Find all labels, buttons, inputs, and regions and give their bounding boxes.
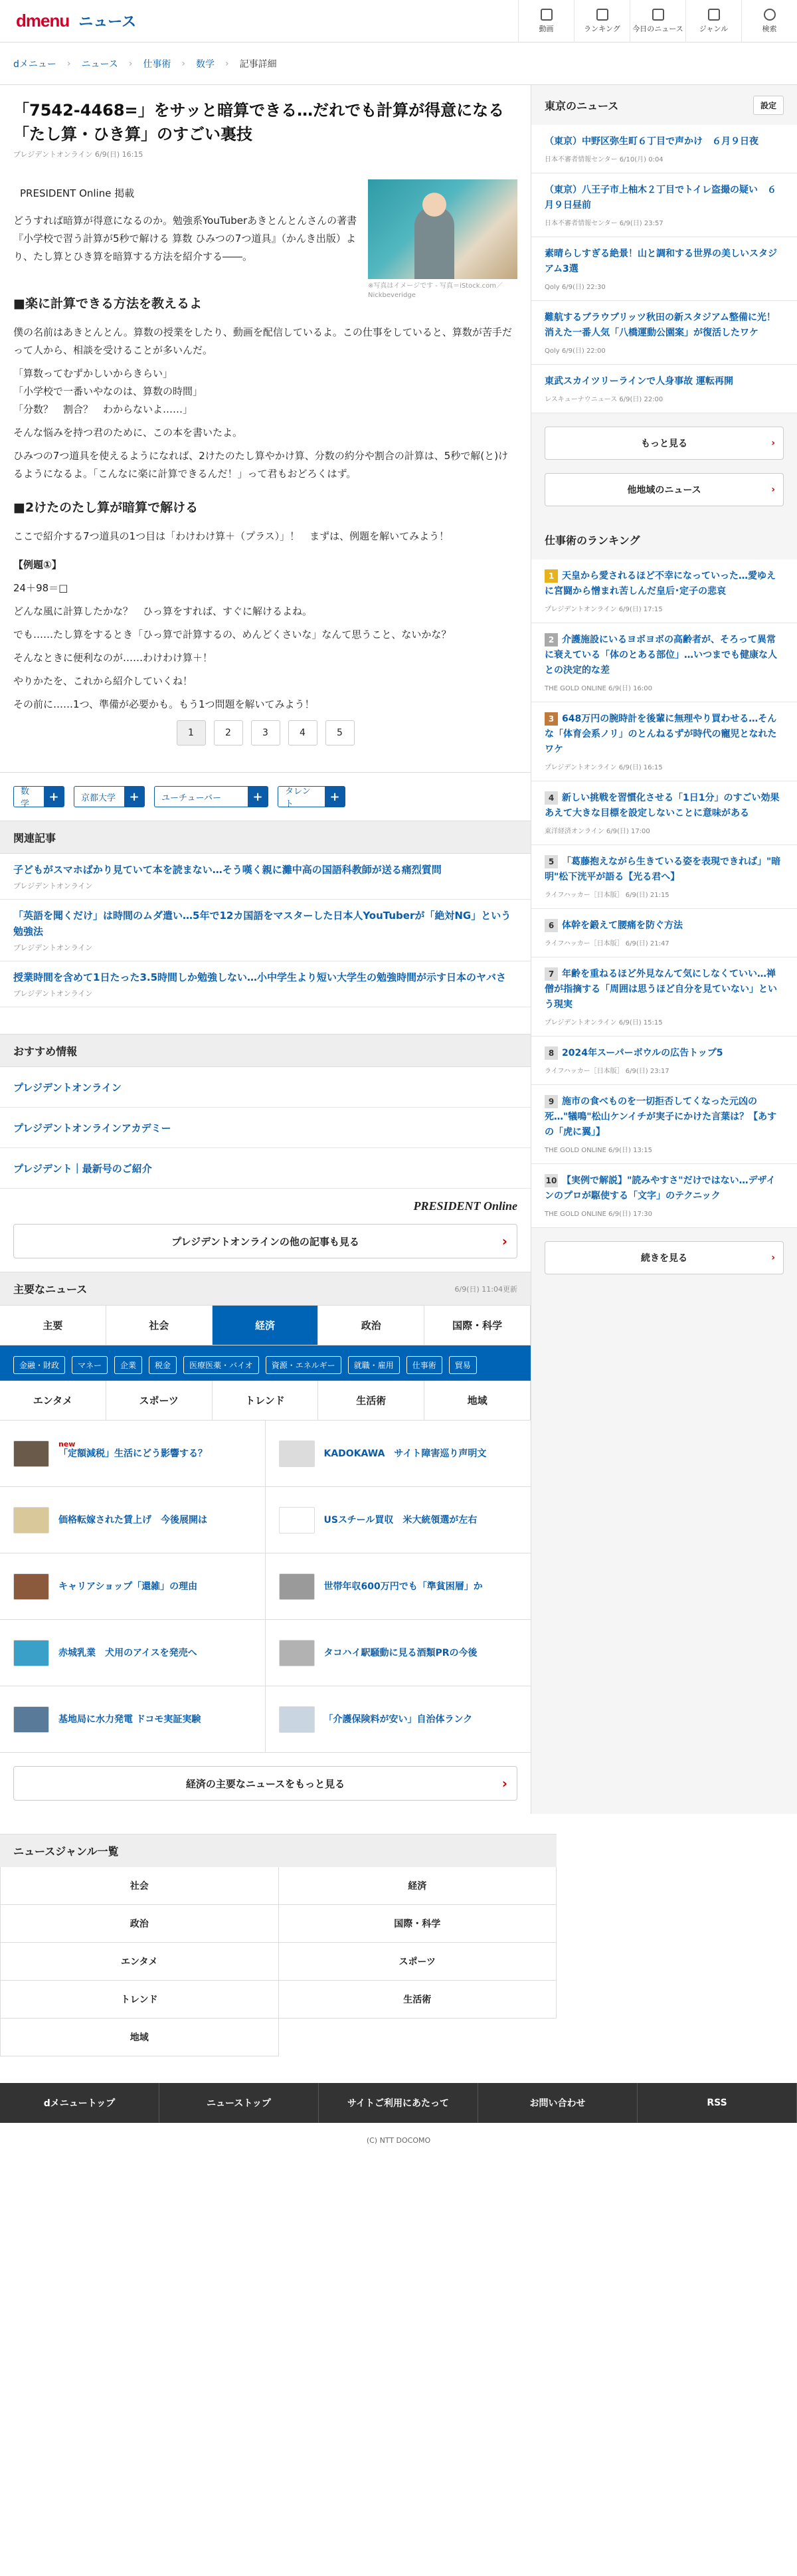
sidebar <box>531 85 797 1814</box>
tag-label[interactable]: 京都大学 <box>81 793 116 803</box>
news-cell[interactable] <box>0 1686 266 1753</box>
example-expression: 24＋98＝□ <box>13 582 68 594</box>
recommend-item[interactable] <box>0 1067 531 1108</box>
ranking-link[interactable] <box>545 712 784 757</box>
button-label: 経済の主要なニュースをもっと見る <box>185 1777 345 1790</box>
genre-link[interactable]: 政治 <box>1 1905 279 1943</box>
paragraph: 「算数ってむずかしいからきらい」 「小学校で一番いやなのは、算数の時間」 「分数？ 割合？ わからないよ……」 <box>13 367 203 415</box>
page-5[interactable]: 5 <box>325 720 355 745</box>
related-link[interactable]: 授業時間を含めて1日たった3.5時間しか勉強しない…小中学生より短い大学生の勉強時間が示す日本のヤバさ <box>13 971 507 983</box>
news-cell[interactable] <box>0 1421 266 1487</box>
nav-video[interactable] <box>518 0 574 43</box>
tokyo-news-list <box>531 125 797 413</box>
ranking-title[interactable]: 介護施設にいるヨボヨボの高齢者が、そろって異常に衰えている「体のとある部位」…いつまでも健康な人との決定的な差 <box>545 635 777 676</box>
news-logo[interactable]: ニュース <box>78 14 137 31</box>
president-logo: PRESIDENT Online <box>413 1199 517 1213</box>
paragraph: でも……たし算をするとき「ひっ算で計算するの、めんどくさいな」なんて思うこと、ないかな？ <box>13 629 452 641</box>
publisher-label: PRESIDENT Online 掲載 <box>20 187 135 199</box>
ranking-title[interactable]: 2024年スーパーボウルの広告トップ5 <box>562 1048 723 1058</box>
example-label: 【例題①】 <box>13 559 62 571</box>
tokyo-news-source: Qoly 6/9(日) 22:30 <box>545 284 606 291</box>
nav-search[interactable] <box>741 0 797 43</box>
genre-link[interactable]: エンタメ <box>1 1943 279 1981</box>
news-link[interactable]: USスチール買収 米大統領選が左右 <box>323 1514 478 1526</box>
ranking-link[interactable] <box>545 633 784 678</box>
plus-icon[interactable]: + <box>248 787 268 807</box>
section-heading: ■楽に計算できる方法を教えるよ <box>13 296 202 311</box>
nav-label: 動画 <box>539 25 554 33</box>
ranking-item[interactable] <box>531 957 797 1037</box>
tag-math[interactable] <box>13 786 64 807</box>
article-photo[interactable] <box>368 179 517 300</box>
dmenu-logo[interactable]: dmenu <box>16 11 70 31</box>
ranking-heading <box>531 520 797 559</box>
footer-nav <box>0 2083 797 2123</box>
chevron-right-icon: › <box>181 58 186 69</box>
rank-number: 1 <box>545 569 558 583</box>
paragraph: どんな風に計算したかな？ ひっ算をすれば、すぐに解けるよね。 <box>13 605 313 617</box>
news-thumbnail[interactable] <box>13 1706 49 1733</box>
section-heading: ■2けたのたし算が暗算で解ける <box>13 500 199 515</box>
tokyo-news-item[interactable] <box>531 125 797 173</box>
news-thumbnail[interactable] <box>279 1507 315 1534</box>
photo-caption: ※写真はイメージです - 写真＝iStock.com／Nickbeveridge <box>368 282 503 299</box>
news-link[interactable]: 価格転嫁された賃上げ 今後展開は <box>58 1514 207 1526</box>
ranking-source: THE GOLD ONLINE 6/9(日) 16:00 <box>545 685 652 692</box>
category-tabs <box>0 1305 531 1345</box>
header-nav <box>518 0 797 43</box>
tokyo-news-link[interactable]: 東武スカイツリーラインで人身事故 運転再開 <box>545 376 734 387</box>
news-link[interactable]: 世帯年収600万円でも「準貧困層」か <box>323 1581 483 1592</box>
ranking-link[interactable] <box>545 854 784 885</box>
paragraph: ここで紹介する7つ道具の1つ目は「わけわけ算＋（プラス）」！ まずは、例題を解いてみよう！ <box>13 530 450 542</box>
tab-politics[interactable]: 政治 <box>318 1306 424 1345</box>
ranking-source: 東洋経済オンライン 6/9(日) 17:00 <box>545 828 650 835</box>
ranking-item[interactable] <box>531 1085 797 1164</box>
tag-talent[interactable] <box>278 786 345 807</box>
paragraph: やりかたを、これから紹介していくね！ <box>13 675 193 687</box>
breadcrumb-news[interactable]: ニュース <box>81 58 118 70</box>
paragraph: その前に……1つ、準備が必要かも。もう1つ問題を解いてみよう！ <box>13 698 315 710</box>
tokyo-news-link[interactable]: 難航するブラウブリッツ秋田の新スタジアム整備に光！消えた一番人気「八橋運動公園案」が復活したワケ <box>545 312 776 338</box>
tag-list <box>0 772 531 821</box>
nav-label: 検索 <box>762 25 777 33</box>
ranking-link[interactable] <box>545 1173 784 1204</box>
ranking-source: プレジデントオンライン 6/9(日) 16:15 <box>545 764 663 771</box>
nav-label: ジャンル <box>699 25 729 33</box>
tab-region[interactable]: 地域 <box>424 1381 531 1421</box>
ranking-item[interactable] <box>531 781 797 845</box>
news-link[interactable]: KADOKAWA サイト障害巡り声明文 <box>323 1448 487 1459</box>
button-label: プレジデントオンラインの他の記事も見る <box>171 1235 359 1248</box>
other-region-button[interactable] <box>545 473 784 506</box>
news-thumbnail[interactable] <box>279 1706 315 1733</box>
ranking-title[interactable]: 【実例で解説】"読みやすさ"だけではない…デザインのプロが駆使する「文字」のテクニック <box>545 1175 776 1201</box>
news-thumbnail[interactable] <box>279 1440 315 1467</box>
tokyo-news-heading <box>531 85 797 125</box>
tokyo-news-source: Qoly 6/9(日) 22:00 <box>545 347 606 355</box>
recommend-heading: おすすめ情報 <box>0 1034 531 1067</box>
page-2[interactable]: 2 <box>214 720 243 745</box>
chevron-right-icon: › <box>128 58 133 69</box>
breadcrumb-worktips[interactable]: 仕事術 <box>143 58 171 70</box>
more-economy-button[interactable] <box>13 1766 517 1801</box>
related-link[interactable]: 「英語を聞くだけ」は時間のムダ遣い…5年で12カ国語をマスターした日本人YouTuberが「絶対NG」という勉強法 <box>13 910 511 938</box>
genre-icon <box>708 9 720 21</box>
video-icon <box>541 9 553 21</box>
ranking-title[interactable]: 施市の食べものを一切拒否してくなった元凶の死…"犠鳴"松山ケンイチが実子にかけた言葉は？【あすの「虎に翼」】 <box>545 1096 777 1138</box>
tab-society[interactable]: 社会 <box>106 1306 213 1345</box>
subcat-tax[interactable]: 税金 <box>149 1356 177 1374</box>
rank-number: 4 <box>545 791 558 805</box>
major-news-grid <box>0 1421 531 1753</box>
site-header <box>0 0 797 43</box>
rank-number: 9 <box>545 1095 558 1108</box>
search-icon <box>764 9 776 21</box>
subcat-trade[interactable]: 貿易 <box>449 1356 477 1374</box>
recommend-item[interactable] <box>0 1148 531 1189</box>
nav-today[interactable] <box>630 0 685 43</box>
tokyo-news-item[interactable] <box>531 301 797 365</box>
ranking-source: ライフハッカー［日本版］ 6/9(日) 23:17 <box>545 1068 669 1075</box>
ranking-item[interactable] <box>531 559 797 623</box>
subcat-worktips[interactable]: 仕事術 <box>406 1356 442 1374</box>
ranking-item[interactable] <box>531 702 797 781</box>
news-cell[interactable] <box>0 1553 266 1620</box>
related-source: プレジデントオンライン <box>13 943 93 952</box>
ranking-title[interactable]: 648万円の腕時計を後輩に無理やり買わせる…そんな「体育会系ノリ」のとんねるずが時代の寵児となれたワケ <box>545 714 777 755</box>
rank-number: 8 <box>545 1046 558 1060</box>
plus-icon[interactable]: + <box>325 787 345 807</box>
ranking-source: THE GOLD ONLINE 6/9(日) 13:15 <box>545 1147 652 1154</box>
tag-kyoto-univ[interactable] <box>74 786 145 807</box>
related-item[interactable] <box>0 961 531 1007</box>
related-heading: 関連記事 <box>0 821 531 854</box>
ranking-title[interactable]: 「葛藤抱えながら生きている姿を表現できれば」"暗明"松下洸平が語る【光る君へ】 <box>545 856 781 882</box>
tag-label[interactable]: タレント <box>285 787 311 809</box>
genre-list-heading: ニュースジャンル一覧 <box>0 1834 557 1867</box>
paragraph: ひみつの7つ道具を使えるようになれば、2けたのたし算やかけ算、分数の約分や割合の計算は、5秒で解(と)けるようになるよ。「こんなに楽に計算できるんだ！」って君もおどろくはず。 <box>13 450 509 480</box>
tokyo-news-item[interactable] <box>531 237 797 301</box>
news-link[interactable]: タコハイ駅騒動に見る酒類PRの今後 <box>323 1647 478 1658</box>
chevron-right-icon: › <box>225 58 229 69</box>
copyright: (C) NTT DOCOMO <box>366 2136 431 2145</box>
news-cell[interactable] <box>266 1421 531 1487</box>
button-label: もっと見る <box>641 439 687 449</box>
tokyo-news-source: レスキューナウニュース 6/9(日) 22:00 <box>545 396 664 403</box>
chevron-right-icon: › <box>501 1233 507 1249</box>
news-cell[interactable] <box>266 1620 531 1686</box>
tokyo-news-link[interactable]: （東京）中野区弥生町６丁目で声かけ ６月９日夜 <box>545 136 758 147</box>
tag-label[interactable]: ユーチューバー <box>161 793 221 803</box>
ranking-title[interactable]: 体幹を鍛えて腰痛を防ぐ方法 <box>562 920 683 931</box>
tab-lifestyle[interactable]: 生活術 <box>318 1381 424 1421</box>
genre-link[interactable]: 経済 <box>279 1867 557 1905</box>
subcat-company[interactable]: 企業 <box>114 1356 142 1374</box>
recommend-item[interactable] <box>0 1108 531 1148</box>
breadcrumb-dmenu[interactable]: dメニュー <box>13 58 56 70</box>
tab-trend[interactable]: トレンド <box>213 1381 319 1421</box>
news-link[interactable]: 赤城乳業 犬用のアイスを発売へ <box>58 1647 197 1658</box>
breadcrumb <box>0 43 797 85</box>
paragraph: 僕の名前はあきとんとん。算数の授業をしたり、動画を配信しているよ。この仕事をしていると、算数が苦手だって人から、相談を受けることが多いんだ。 <box>13 326 512 356</box>
nav-label: ランキング <box>584 25 620 33</box>
pagination <box>13 720 517 745</box>
ranking-source: ライフハッカー［日本版］ 6/9(日) 21:15 <box>545 892 669 899</box>
ranking-source: プレジデントオンライン 6/9(日) 15:15 <box>545 1019 663 1027</box>
rank-number: 10 <box>545 1174 558 1187</box>
ranking-source: プレジデントオンライン 6/9(日) 17:15 <box>545 606 663 613</box>
ranking-icon <box>596 9 608 21</box>
chevron-right-icon: › <box>501 1775 507 1791</box>
recommend-link[interactable]: プレジデントオンライン <box>13 1081 122 1094</box>
footer-link[interactable]: お問い合わせ <box>478 2083 638 2123</box>
subcat-energy[interactable]: 資源・エネルギー <box>266 1356 341 1374</box>
footer-link[interactable]: RSS <box>638 2083 797 2123</box>
ranking-more-button[interactable] <box>545 1241 784 1274</box>
genre-link[interactable]: トレンド <box>1 1981 279 2019</box>
footer-link[interactable]: ニューストップ <box>159 2083 319 2123</box>
subcategory-list <box>0 1345 531 1381</box>
news-link[interactable]: 「介護保険料が安い」自治体ランク <box>323 1714 473 1725</box>
button-label: 続きを見る <box>641 1253 687 1264</box>
article-lead: どうすれば暗算が得意になるのか。勉強系YouTuberあきとんとんさんの著書『小学校で習う計算が5秒で解ける 算数 ひみつの7つ道具』（かんき出版）より、たし算とひき算を暗算する方法を紹介する――。 <box>13 215 357 262</box>
tokyo-news-item[interactable] <box>531 365 797 413</box>
related-link[interactable]: 子どもがスマホばかり見ていて本を読まない…そう嘆く親に灘中高の国語科教師が送る痛烈質問 <box>13 864 442 876</box>
footer-link[interactable]: サイトご利用にあたって <box>319 2083 478 2123</box>
ranking-link[interactable] <box>545 967 784 1013</box>
genre-link[interactable]: スポーツ <box>279 1943 557 1981</box>
news-cell[interactable] <box>0 1620 266 1686</box>
news-cell[interactable] <box>266 1553 531 1620</box>
chevron-right-icon: › <box>66 58 71 69</box>
article <box>0 85 531 772</box>
related-item[interactable] <box>0 900 531 961</box>
news-link[interactable]: new 「定額減税」生活にどう影響する？ <box>58 1447 207 1460</box>
news-thumbnail[interactable] <box>13 1507 49 1534</box>
chevron-right-icon: › <box>771 484 775 495</box>
tokyo-news-source: 日本不審者情報センター 6/10(月) 0:04 <box>545 156 664 163</box>
subcat-employment[interactable]: 就職・雇用 <box>348 1356 400 1374</box>
rank-number: 3 <box>545 712 558 726</box>
news-cell[interactable] <box>266 1487 531 1553</box>
recommend-link[interactable]: プレジデントオンラインアカデミー <box>13 1122 171 1134</box>
subcat-finance[interactable]: 金融・財政 <box>13 1356 65 1374</box>
ranking-source: ライフハッカー［日本版］ 6/9(日) 21:47 <box>545 940 669 947</box>
recommend-link[interactable]: プレジデント｜最新号のご紹介 <box>13 1162 152 1175</box>
settings-button[interactable]: 設定 <box>753 96 784 115</box>
button-label: 他地域のニュース <box>627 485 701 496</box>
subcat-money[interactable]: マネー <box>72 1356 108 1374</box>
heading-text: 仕事術のランキング <box>545 534 640 547</box>
paragraph: そんなときに便利なのが……わけわけ算＋！ <box>13 652 213 664</box>
news-link[interactable]: 基地局に水力発電 ドコモ実証実験 <box>58 1714 201 1725</box>
nav-genre[interactable] <box>685 0 741 43</box>
ranking-item[interactable] <box>531 623 797 702</box>
tag-label[interactable]: 数学 <box>21 787 30 809</box>
ranking-link[interactable] <box>545 569 784 599</box>
tab-economy[interactable]: 経済 <box>213 1306 319 1345</box>
updated-time: 6/9(日) 11:04更新 <box>454 1284 517 1294</box>
nav-label: 今日のニュース <box>632 25 683 33</box>
ranking-title[interactable]: 年齢を重ねるほど外見なんて気にしなくていい…禅僧が指摘する「周囲は思うほど自分を見ていない」という現実 <box>545 969 777 1010</box>
ranking-link[interactable] <box>545 791 784 821</box>
rank-number: 2 <box>545 633 558 646</box>
main-column <box>0 85 531 1814</box>
ranking-item[interactable] <box>531 1037 797 1085</box>
plus-icon[interactable]: + <box>44 787 64 807</box>
ranking-title[interactable]: 新しい挑戦を習慣化させる「1日1分」のすごい効果 あえて大きな目標を設定しないことに意味がある <box>545 793 780 819</box>
tokyo-news-source: 日本不審者情報センター 6/9(日) 23:57 <box>545 220 664 227</box>
ranking-source: THE GOLD ONLINE 6/9(日) 17:30 <box>545 1211 652 1218</box>
breadcrumb-math[interactable]: 数学 <box>196 58 215 70</box>
related-source: プレジデントオンライン <box>13 989 93 998</box>
tag-youtuber[interactable] <box>154 786 268 807</box>
calendar-icon <box>652 9 664 21</box>
major-news-heading <box>0 1272 531 1305</box>
heading-text: 東京のニュース <box>545 99 619 112</box>
genre-link[interactable]: 社会 <box>1 1867 279 1905</box>
ranking-link[interactable] <box>545 1094 784 1140</box>
photo-image[interactable] <box>368 179 517 279</box>
related-item[interactable] <box>0 854 531 900</box>
article-title: 「7542-4468=」をサッと暗算できる…だれでも計算が得意になる「たし算・ひき算」のすごい裏技 <box>13 101 505 144</box>
news-thumbnail[interactable] <box>279 1640 315 1666</box>
ranking-item[interactable] <box>531 909 797 957</box>
news-thumbnail[interactable] <box>13 1640 49 1666</box>
footer-link[interactable]: dメニュートップ <box>0 2083 159 2123</box>
heading-text: 主要なニュース <box>13 1283 88 1296</box>
genre-link[interactable]: 地域 <box>1 2019 279 2056</box>
ranking-list <box>531 559 797 1228</box>
chevron-right-icon: › <box>771 438 775 448</box>
ranking-item[interactable] <box>531 845 797 909</box>
news-thumbnail[interactable] <box>279 1573 315 1600</box>
chevron-right-icon: › <box>771 1252 775 1263</box>
nav-ranking[interactable] <box>574 0 630 43</box>
ranking-item[interactable] <box>531 1164 797 1228</box>
rank-number: 6 <box>545 919 558 932</box>
genre-link[interactable]: 生活術 <box>279 1981 557 2019</box>
news-cell[interactable] <box>0 1487 266 1553</box>
tab-international[interactable]: 国際・科学 <box>424 1306 531 1345</box>
ranking-link[interactable] <box>545 918 784 934</box>
page-1[interactable]: 1 <box>177 720 206 745</box>
news-thumbnail[interactable] <box>13 1573 49 1600</box>
more-president-button[interactable] <box>13 1224 517 1258</box>
page-3[interactable]: 3 <box>251 720 280 745</box>
ranking-link[interactable] <box>545 1046 784 1061</box>
tokyo-news-item[interactable] <box>531 173 797 237</box>
news-thumbnail[interactable] <box>13 1440 49 1467</box>
category-tabs-2 <box>0 1381 531 1421</box>
article-meta[interactable]: プレジデントオンライン 6/9(日) 16:15 <box>13 150 143 159</box>
page-4[interactable]: 4 <box>288 720 317 745</box>
breadcrumb-current: 記事詳細 <box>239 58 277 70</box>
tab-main[interactable]: 主要 <box>0 1306 106 1345</box>
tokyo-news-link[interactable]: 素晴らしすぎる絶景！山と調和する世界の美しいスタジアム3選 <box>545 248 777 274</box>
site-logo[interactable] <box>0 11 136 31</box>
paragraph: そんな悩みを持つ君のために、この本を書いたよ。 <box>13 427 243 439</box>
news-cell[interactable] <box>266 1686 531 1753</box>
rank-number: 5 <box>545 855 558 868</box>
related-source: プレジデントオンライン <box>13 882 93 890</box>
tokyo-more-button[interactable] <box>545 427 784 460</box>
tokyo-news-link[interactable]: （東京）八王子市上柚木２丁目でトイレ盗撮の疑い ６月９日昼前 <box>545 185 777 211</box>
tab-entertainment[interactable]: エンタメ <box>0 1381 106 1421</box>
ranking-title[interactable]: 天皇から愛されるほど不幸になっていった…愛ゆえに宮闘から憎まれ苦しんだ皇后･定子の悲哀 <box>545 571 776 597</box>
genre-link[interactable]: 国際・科学 <box>279 1905 557 1943</box>
genre-grid <box>0 1867 557 2056</box>
tab-sports[interactable]: スポーツ <box>106 1381 213 1421</box>
news-link[interactable]: キャリアショップ「還雑」の理由 <box>58 1581 198 1592</box>
rank-number: 7 <box>545 967 558 981</box>
new-badge: new <box>58 1439 76 1448</box>
plus-icon[interactable]: + <box>124 787 144 807</box>
subcat-medical[interactable]: 医療医薬・バイオ <box>183 1356 259 1374</box>
